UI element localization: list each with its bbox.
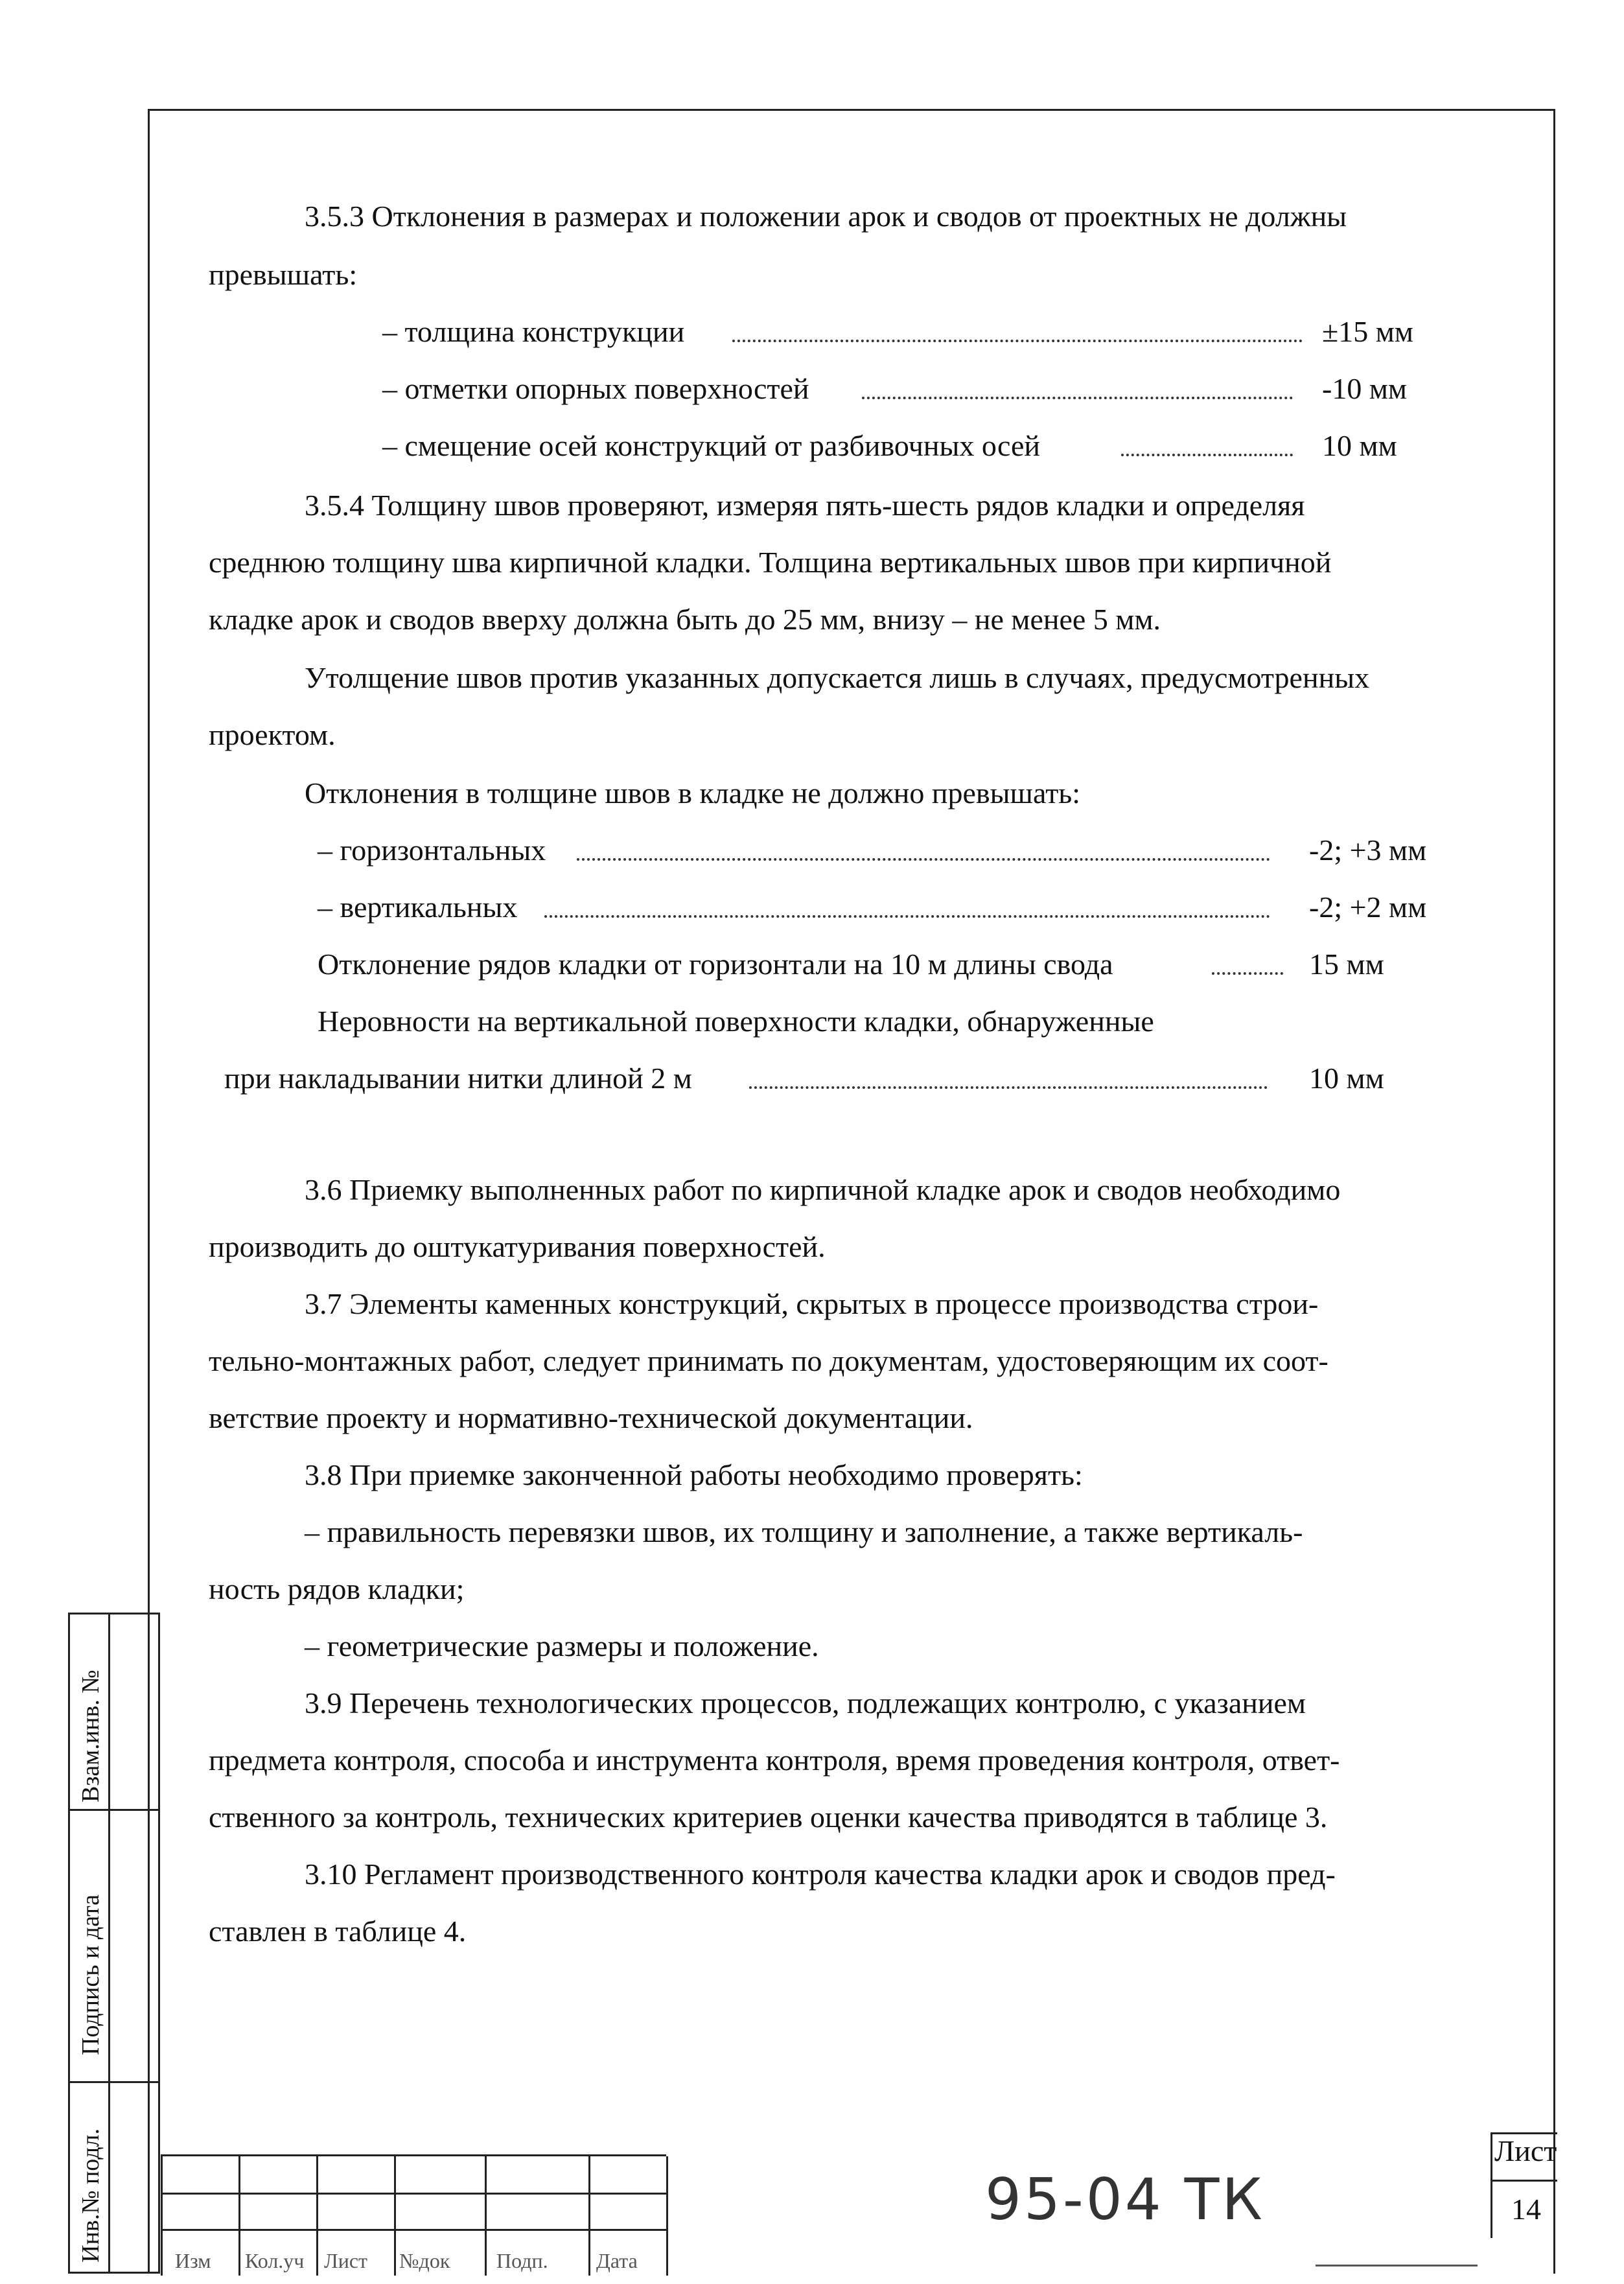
p39-line3: ственного за контроль, технических критериев оценки качества приводятся в таблице 3. [209,1800,1328,1834]
uneven-row [224,1060,1465,1097]
sheet-label: Лист [1494,2134,1557,2167]
p37-line3: ветствие проекту и нормативно-технической документации. [209,1401,973,1434]
p353-line1: 3.5.3 Отклонения в размерах и положении арок и сводов от проектных не должны [305,200,1347,233]
col-data: Дата [596,2249,638,2272]
col-kol: Кол.уч [245,2249,305,2272]
uneven-value: 10 мм [1309,1062,1384,1095]
deviation-label: – горизонтальных [318,832,552,868]
uneven-line1: Неровности на вертикальной поверхности кладки, обнаруженные [318,1005,1154,1038]
deviation-label: – вертикальных [318,889,524,926]
p38-bullet1-line1: – правильность перевязки швов, их толщину и заполнение, а также вертикаль- [305,1515,1303,1548]
side-divider [70,2081,158,2083]
p38-bullet2: – геометрические размеры и положение. [305,1629,819,1662]
tolerance-row [382,371,1426,407]
p37-line2: тельно-монтажных работ, следует принимать по документам, удостоверяющим их соот- [209,1344,1328,1377]
bottom-rule [1316,2265,1478,2267]
p354-line2: среднюю толщину шва кирпичной кладки. Толщина вертикальных швов при кирпичной [209,546,1332,579]
tolerance-value: -10 мм [1322,372,1408,405]
deviation-row [318,946,1465,983]
deviation-value: 15 мм [1309,948,1384,981]
dot-leader [749,1086,1268,1089]
title-block [161,2154,1555,2274]
podpis-label: Подпись и дата [77,1894,104,2055]
tolerance-value: ±15 мм [1322,315,1413,348]
p-thick-line1: Утолщение швов против указанных допускается лишь в случаях, предусмотренных [305,661,1370,694]
dot-leader [544,915,1270,918]
tolerance-value: 10 мм [1322,429,1397,462]
inv-label: Инв.№ подл. [77,2128,104,2263]
vzam-label: Взам.инв. № [77,1670,104,1802]
p353-line2: превышать: [209,258,358,291]
side-divider [70,1809,158,1811]
p39-line1: 3.9 Перечень технологических процессов, подлежащих контролю, с указанием [305,1686,1306,1719]
p36-line1: 3.6 Приемку выполненных работ по кирпичной кладке арок и сводов необходимо [305,1173,1341,1206]
col-izm: Изм [175,2249,211,2272]
p-thick-line2: проектом. [209,718,336,751]
tolerance-row [382,314,1426,350]
deviation-label: Отклонение рядов кладки от горизонтали на 10 м длины свода [318,946,1120,983]
col-list: Лист [324,2249,368,2272]
deviation-row [318,832,1465,868]
deviation-intro: Отклонения в толщине швов в кладке не должно превышать: [305,776,1081,810]
p38-line1: 3.8 При приемке законченной работы необходимо проверять: [305,1458,1083,1491]
dot-leader [577,858,1270,861]
p354-line1: 3.5.4 Толщину швов проверяют, измеряя пять-шесть рядов кладки и определяя [305,489,1305,522]
sheet-number: 14 [1511,2193,1541,2226]
dot-leader [862,397,1293,399]
uneven-label: при накладывании нитки длиной 2 м [224,1060,699,1097]
document-code: 95-04 ТК [985,2166,1265,2233]
p310-line1: 3.10 Регламент производственного контроля качества кладки арок и сводов пред- [305,1858,1336,1891]
p39-line2: предмета контроля, способа и инструмента контроля, время проведения контроля, ответ- [209,1743,1340,1777]
tolerance-label: – смещение осей конструкций от разбивочных осей [382,428,1047,464]
dot-leader [1212,972,1283,975]
col-podp: Подп. [496,2249,548,2272]
tolerance-row [382,428,1426,464]
p36-line2: производить до оштукатуривания поверхностей. [209,1230,826,1263]
dot-leader [1121,454,1293,456]
deviation-value: -2; +3 мм [1309,833,1427,867]
deviation-value: -2; +2 мм [1309,891,1427,924]
col-ndok: №док [399,2249,450,2272]
dot-leader [732,340,1303,342]
p38-bullet1-line2: ность рядов кладки; [209,1572,465,1605]
tolerance-label: – отметки опорных поверхностей [382,371,816,407]
side-stamp [68,1613,160,2274]
deviation-row [318,889,1465,926]
p354-line3: кладке арок и сводов вверху должна быть до 25 мм, внизу – не менее 5 мм. [209,603,1161,636]
p37-line1: 3.7 Элементы каменных конструкций, скрытых в процессе производства строи- [305,1287,1319,1320]
tolerance-label: – толщина конструкции [382,314,691,350]
p310-line2: ставлен в таблице 4. [209,1915,467,1948]
